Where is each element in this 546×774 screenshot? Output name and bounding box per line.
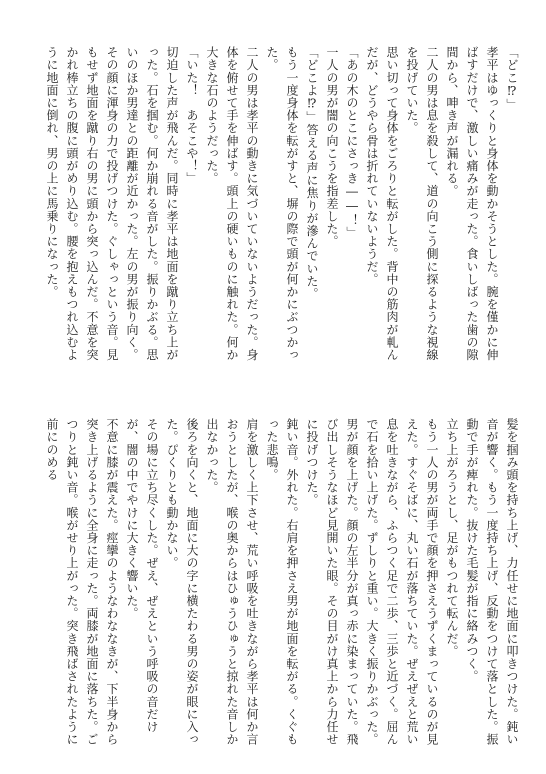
paragraph: 一人の男が闇の向こうを指差した。	[325, 46, 339, 248]
paragraph: 二人の男は孝平の動きに気づいていないようだった。身体を俯せて手を伸ばす。頭上の硬いものに触れた。何か大きな石のようだった。	[205, 46, 259, 361]
paragraph: 肩を激しく上下させ、荒い呼吸を吐きながら孝平は何か言おうとしたが、喉の奥からはひゅうひゅうと掠れた音しか出なかった。	[205, 418, 259, 746]
text-block-lower	[24, 418, 522, 748]
paragraph: 切迫した声が飛んだ。同時に孝平は地面を蹴り立ち上がった。石を掴む。何か崩れる音がした。振りかぶる。思いのほか男達との距離が近かった。左の男が振り向く。その顔に渾身の力で投げつけた。ぐしゃっという音。見もせず地面を蹴り右の男に頭から突っ込んだ。不意を突かれ棒立ちの腹に頭がめり込む。腰を抱えもつれ込むように地面に倒れ、男の上に馬乗りになった。	[45, 46, 179, 361]
paragraph: 立ち上がろうとし、足がもつれて転んだ。	[445, 418, 459, 658]
paragraph: その場に立ち尽くした。ぜえ、ぜえという呼吸の音だけが、闇の中でやけに大きく響いた。	[125, 418, 159, 733]
paragraph: 髪を掴み頭を持ち上げ、力任せに地面に叩きつけた。鈍い音が響く。もう一度持ち上げ、反動をつけて落とした。振動で手が痺れた。抜けた毛髪が指に絡みつく。	[465, 418, 519, 746]
paragraph: 二人の男は息を殺して、道の向こう側に探るような視線を投げていた。	[405, 46, 439, 361]
paragraph: 「どこよ⁉」答える声に焦りが滲んでいた。	[305, 46, 319, 300]
paragraph: 鈍い音。外れた。右肩を押さえ男が地面を転がる。くぐもった悲鳴。	[265, 418, 299, 746]
paragraph: もう一度身体を転がすと、塀の際で頭が何かにぶつかった。	[265, 46, 299, 361]
paragraph: 思い切って身体をごろりと転がした。背中の筋肉が軋んだが、どうやら骨は折れていないようだ。	[365, 46, 399, 361]
paragraph: もう一人の男が両手で顔を押さえうずくまっているのが見えた。すぐそばに、丸い石が落ちていた。ぜえぜえと荒い息を吐きながら、ふらつく足で二歩、三歩と近づく。屈んで石を拾い上げた。ずしりと重い。大きく振りかぶった。男が顔を上げた。顔の左半分が真っ赤に染まっていた。飛び出しそうなほど見開いた眼。その目がけ真上から力任せに投げつけた。	[305, 418, 439, 746]
text-block-upper	[24, 46, 522, 366]
paragraph: 「いた！ あそこや！」	[185, 46, 199, 185]
paragraph: 後ろを向くと、地面に大の字に横たわる男の姿が眼に入った。ぴくりとも動かない。	[165, 418, 199, 746]
paragraph: 孝平はゆっくりと身体を動かそうとした。腕を僅かに伸ばすだけで、激しい痛みが走った。食いしばった歯の隙間から、呻き声が漏れる。	[445, 46, 499, 361]
paragraph: 不意に膝が震えた。痙攣のようなわななきが、下半身から突き上げるように全身に走った。両膝が地面に落ちた。ごつりと鈍い音。喉がせり上がった。突き飛ばされたように前にのめる	[45, 418, 119, 746]
paragraph: 「どこ⁉」	[505, 46, 519, 111]
paragraph: 「あの木のとこにさっき――！」	[345, 46, 359, 239]
